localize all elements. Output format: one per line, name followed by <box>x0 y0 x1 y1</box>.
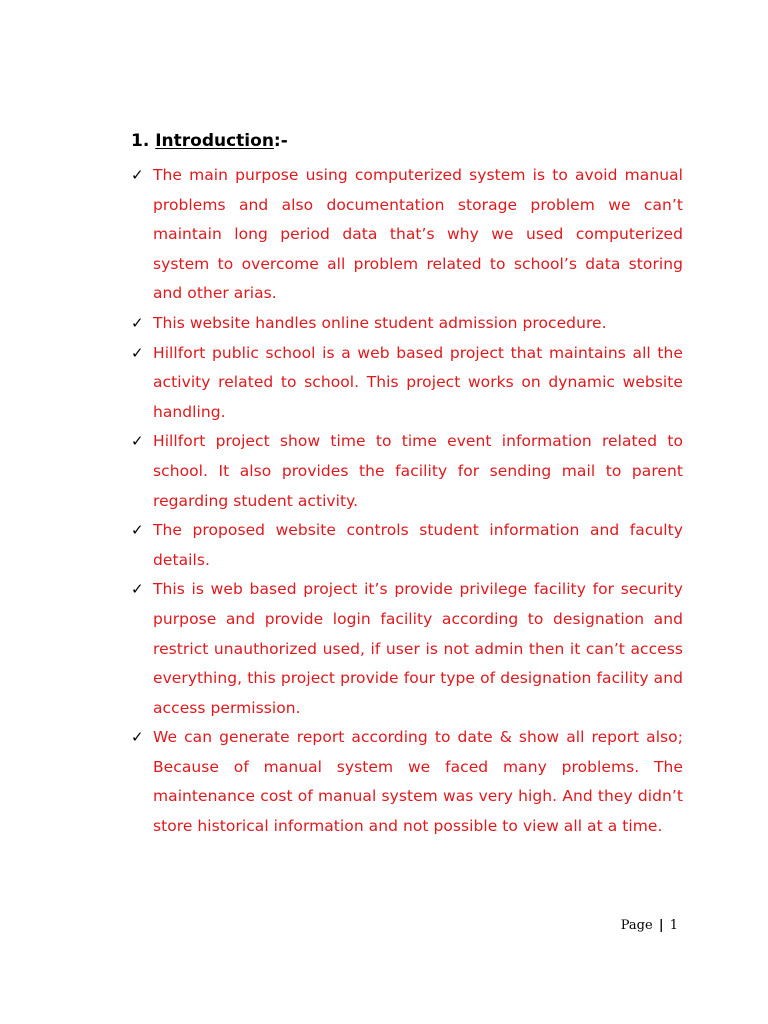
section-heading <box>131 131 288 151</box>
bullet-item <box>131 516 683 575</box>
bullet-item <box>131 339 683 428</box>
bullet-text: The main purpose using computerized system is to avoid manual problems and also documentation storage problem we can’t maintain long period data that’s why we used computerized system to overcome all problem related to school’s data storing and other arias. <box>153 166 683 303</box>
section-title-suffix: :- <box>273 131 288 151</box>
bullet-item <box>131 575 683 723</box>
bullet-text: We can generate report according to date & show all report also; Because of manual system we faced many problems. The maintenance cost of manual system was very high. And they didn’t store historical information and not possible to view all at a time. <box>153 728 683 836</box>
bullet-text: This website handles online student admission procedure. <box>153 313 607 332</box>
check-mark-icon: ✓ <box>131 166 144 184</box>
page-separator: | <box>658 918 664 933</box>
check-mark-icon: ✓ <box>131 580 144 599</box>
page-label: Page <box>620 918 653 933</box>
section-title: Introduction <box>155 131 274 151</box>
bullet-text: Hillfort public school is a web based project that maintains all the activity related to school. This project works on dynamic website handling. <box>153 343 683 421</box>
bullet-item <box>131 427 683 516</box>
check-mark-icon: ✓ <box>131 728 144 747</box>
bullet-text: Hillfort project show time to time event information related to school. It also provides the facility for sending mail to parent regarding student activity. <box>153 432 683 510</box>
bullet-item <box>131 161 683 309</box>
bullet-item <box>131 309 683 339</box>
section-number: 1. <box>131 131 150 151</box>
page-number: 1 <box>669 918 678 933</box>
bullet-text: This is web based project it’s provide privilege facility for security purpose and provide login facility according to designation and restrict unauthorized used, if user is not admin then it can’t access everything, this project provide four type of designation facility and access permission. <box>153 580 683 717</box>
check-mark-icon: ✓ <box>131 343 144 362</box>
check-mark-icon: ✓ <box>131 521 144 540</box>
bullet-text: The proposed website controls student information and faculty details. <box>153 521 683 569</box>
bullet-item <box>131 723 683 841</box>
page-number-footer <box>621 918 678 933</box>
check-mark-icon: ✓ <box>131 432 144 451</box>
bullet-list <box>131 161 683 842</box>
check-mark-icon: ✓ <box>131 313 144 332</box>
